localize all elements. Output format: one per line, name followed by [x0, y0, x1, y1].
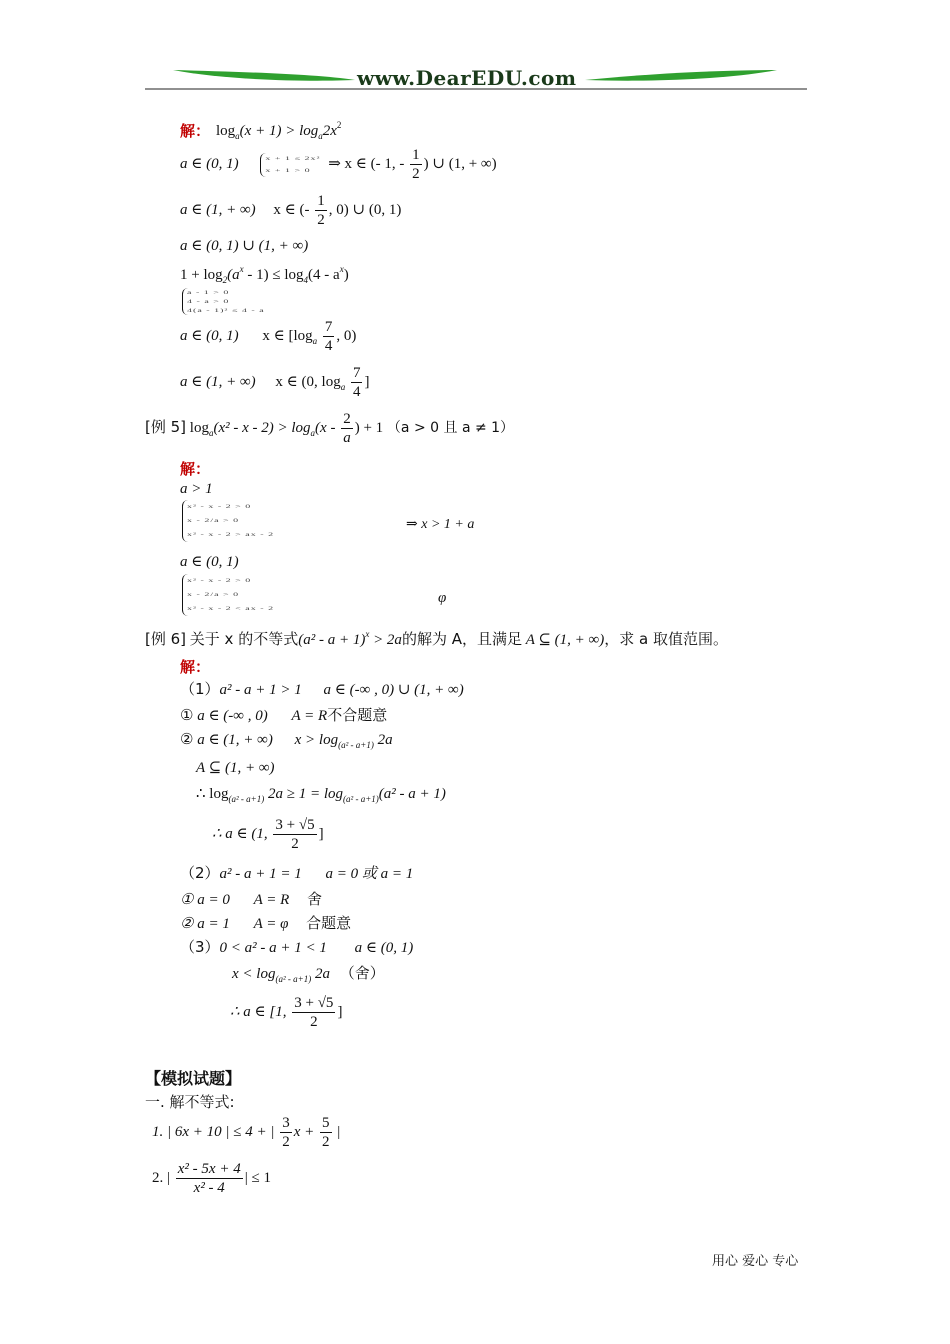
ex6-case-2-2: ② a = 1 A = φ 合题意 — [180, 914, 352, 932]
site-name: www.DearEDU.com — [357, 66, 577, 90]
page-footer: 用心 爱心 专心 — [712, 1254, 799, 1269]
ex6-deduce-2: ∴ a ∈ (1, $\frac{3 + √5}{2}$ ] — [212, 817, 324, 852]
line-5: $1 + \log_2(a^x - 1) \le \log_4(4 - a^x)$ — [180, 264, 349, 285]
ex6-part-2: （2）a² - a + 1 = 1 a = 0 或 a = 1 — [180, 864, 414, 882]
solution-label-5: 解： — [180, 460, 211, 478]
solution-label: 解： — [180, 122, 211, 140]
example-5: [例 5] $\log_a(x^2 - x - 2) > \log_a(x$ - $\frac{2}{a}$ ) + 1 （a > 0 且 a ≠ 1） — [145, 411, 515, 446]
ex6-deduce-1: ∴ $\log_{(a^2 - a+1)} 2a \ge 1 = \log_{(a^2 - a+1)}(a^2 - a + 1)$ — [196, 786, 446, 804]
solution-label-6: 解： — [180, 658, 211, 676]
line-2: a ∈ (0, 1) x + 1 ≤ 2x² x + 1 > 0 ⇒ x ∈ (- 1, - $\frac{1}{2}$ ) ∪ (1, + ∞) — [180, 147, 497, 182]
line-8: a ∈ (1, + ∞) x ∈ (0, $\log_a$ $\frac{7}{4}$ ] — [180, 365, 370, 400]
ex6-subset: A ⊆ (1, + ∞) — [196, 760, 275, 776]
line-7: a ∈ (0, 1) x ∈ [$\log_a$ $\frac{7}{4}$ , 0) — [180, 319, 357, 354]
ex5-system-1: x² - x - 2 > 0 x - 2/a > 0 x² - x - 2 > ax - 2 — [182, 500, 274, 542]
ex6-case-1: ① a ∈ (-∞ , 0) A = R不合题意 — [180, 706, 388, 724]
ex6-case-2: ② a ∈ (1, + ∞) $x > \log_{(a^2 - a+1)} 2a$ — [180, 732, 393, 750]
ex6-part-3: （3）0 < a² - a + 1 < 1 a ∈ (0, 1) — [180, 938, 414, 956]
line-3: a ∈ (1, + ∞) x ∈ (- $\frac{1}{2}$ , 0) ∪ (0, 1) — [180, 193, 402, 228]
ex5-system-2: x² - x - 2 > 0 x - 2/a > 0 x² - x - 2 < ax - 2 — [182, 574, 274, 616]
ex6-part-3-log: $x < \log_{(a^2 - a+1)} 2a$ （舍） — [232, 964, 385, 984]
line-1: $\log_a(x + 1) > \log_a2x^2$ — [216, 120, 342, 141]
ex6-case-2-1: ① a = 0 A = R 舍 — [180, 890, 323, 908]
ex6-part-1: （1）a² - a + 1 > 1 a ∈ (-∞ , 0) ∪ (1, + ∞) — [180, 680, 464, 698]
mock-title: 【模拟试题】 — [145, 1069, 242, 1088]
ex5-result-1: ⇒ x > 1 + a — [406, 517, 475, 532]
question-1: 1. | 6x + 10 | ≤ 4 + | $\frac{3}{2}$ x + $\frac{5}{2}$ | — [152, 1115, 341, 1150]
ex5-result-2: φ — [438, 590, 447, 606]
line-4: a ∈ (0, 1) ∪ (1, + ∞) — [180, 238, 309, 254]
example-6: [例 6] 关于 x 的不等式$(a^2 - a + 1)^x > 2a$的解为 A，且满足 A ⊆ (1, + ∞)，求 a 取值范围。 — [145, 629, 728, 648]
mock-subtitle: 一. 解不等式: — [145, 1093, 235, 1111]
ex5-case-2: a ∈ (0, 1) — [180, 554, 239, 570]
page-header — [145, 62, 807, 92]
ex5-case-1: a > 1 — [180, 481, 213, 497]
ex6-part-3-result: ∴ a ∈ [1, $\frac{3 + √5}{2}$ ] — [230, 995, 343, 1030]
line-6-system: a - 1 > 0 4 - a > 0 4(a - 1)² ≤ 4 - a — [182, 288, 265, 315]
question-2: 2. | $\frac{\text{x² - 5x + 4}}{\text{x² - 4}}$ | ≤ 1 — [152, 1161, 271, 1196]
